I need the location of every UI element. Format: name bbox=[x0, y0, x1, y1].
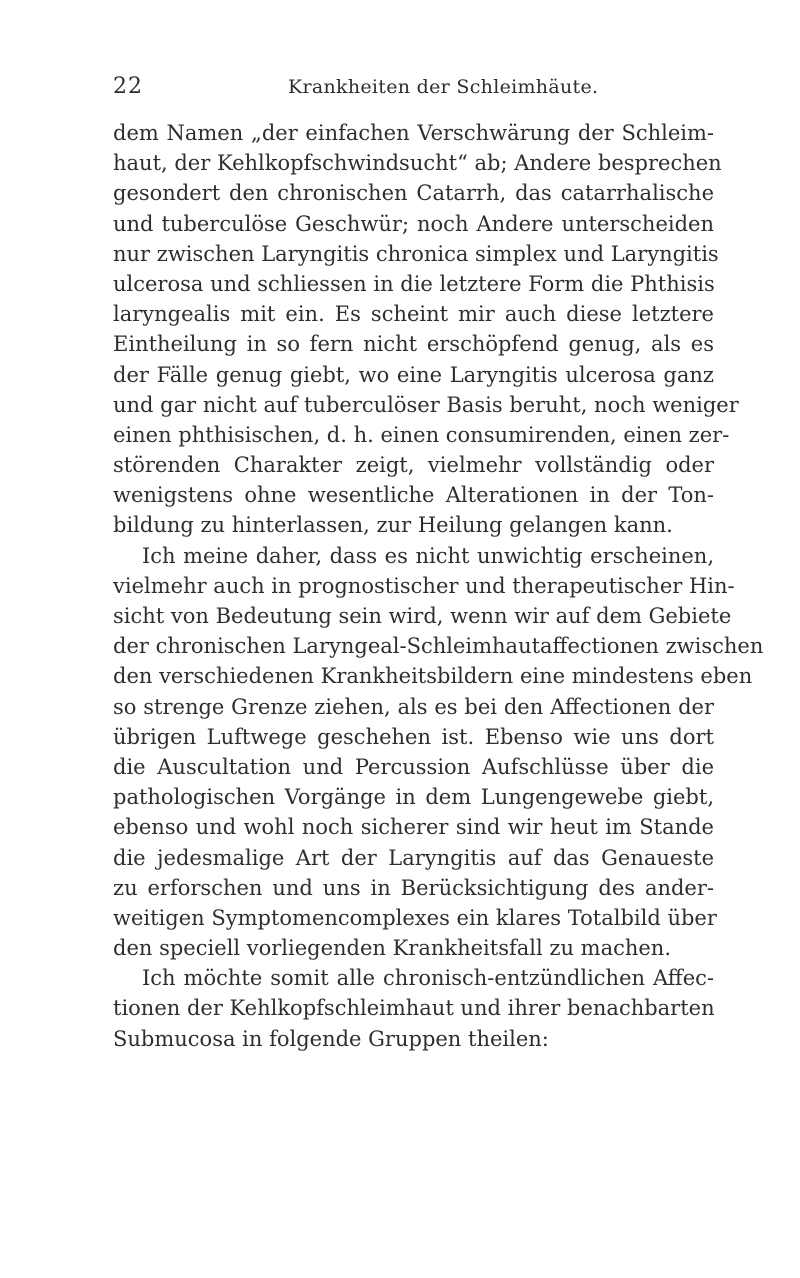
text-line: sicht von Bedeutung sein wird, wenn wir auf dem Gebiete bbox=[113, 604, 732, 628]
text-line: ulcerosa und schliessen in die letztere Form die Phthisis bbox=[113, 271, 715, 296]
paragraph bbox=[113, 541, 764, 964]
text-line: Ich möchte somit alle chronisch-entzündlichen Affec- bbox=[142, 966, 714, 991]
text-line: bildung zu hinterlassen, zur Heilung gelangen kann. bbox=[113, 513, 673, 538]
text-line: und gar nicht auf tuberculöser Basis beruht, noch weniger bbox=[113, 392, 739, 417]
text-line: pathologischen Vorgänge in dem Lungengewebe giebt, bbox=[113, 785, 714, 810]
text-line: gesondert den chronischen Catarrh, das catarrhalische bbox=[113, 181, 714, 206]
text-line: so strenge Grenze ziehen, als es bei den Affectionen der bbox=[113, 694, 714, 719]
text-line: die jedesmalige Art der Laryngitis auf das Genaueste bbox=[113, 845, 714, 870]
text-line: Ich meine daher, dass es nicht unwichtig erscheinen, bbox=[142, 543, 714, 568]
text-line: tionen der Kehlkopfschleimhaut und ihrer benachbarten bbox=[113, 996, 715, 1021]
text-line: den speciell vorliegenden Krankheitsfall zu machen. bbox=[113, 936, 671, 961]
text-line: haut, der Kehlkopfschwindsucht“ ab; Andere besprechen bbox=[113, 151, 722, 176]
text-line: dem Namen „der einfachen Verschwärung der Schleim- bbox=[113, 121, 714, 145]
body-text bbox=[113, 118, 764, 1054]
page-header bbox=[113, 74, 714, 104]
text-line: einen phthisischen, d. h. einen consumirenden, einen zer- bbox=[113, 422, 730, 447]
text-line: und tuberculöse Geschwür; noch Andere unterscheiden bbox=[113, 211, 714, 236]
text-line: ebenso und wohl noch sicherer sind wir heut im Stande bbox=[113, 815, 714, 840]
running-head: Krankheiten der Schleimhäute. bbox=[288, 76, 599, 98]
text-line: Eintheilung in so fern nicht erschöpfend genug, als es bbox=[113, 332, 714, 357]
text-line: nur zwischen Laryngitis chronica simplex und Laryngitis bbox=[113, 241, 719, 266]
page-number: 22 bbox=[113, 74, 143, 99]
paragraph bbox=[113, 118, 739, 541]
text-line: wenigstens ohne wesentliche Alterationen in der Ton- bbox=[113, 483, 714, 508]
text-line: Submucosa in folgende Gruppen theilen: bbox=[113, 1026, 549, 1051]
text-line: zu erforschen und uns in Berücksichtigung des ander- bbox=[113, 875, 714, 900]
text-line: weitigen Symptomencomplexes ein klares Totalbild über bbox=[113, 905, 717, 930]
text-line: die Auscultation und Percussion Aufschlüsse über die bbox=[113, 754, 714, 779]
text-line: laryngealis mit ein. Es scheint mir auch diese letztere bbox=[113, 302, 714, 327]
text-line: störenden Charakter zeigt, vielmehr vollständig oder bbox=[113, 453, 714, 478]
text-line: der chronischen Laryngeal-Schleimhautaffectionen zwischen bbox=[113, 634, 764, 659]
text-line: der Fälle genug giebt, wo eine Laryngitis ulcerosa ganz bbox=[113, 362, 714, 387]
text-line: vielmehr auch in prognostischer und therapeutischer Hin- bbox=[113, 573, 735, 598]
paragraph bbox=[113, 963, 714, 1054]
text-line: übrigen Luftwege geschehen ist. Ebenso wie uns dort bbox=[113, 724, 714, 749]
text-line: den verschiedenen Krankheitsbildern eine mindestens eben bbox=[113, 664, 753, 689]
